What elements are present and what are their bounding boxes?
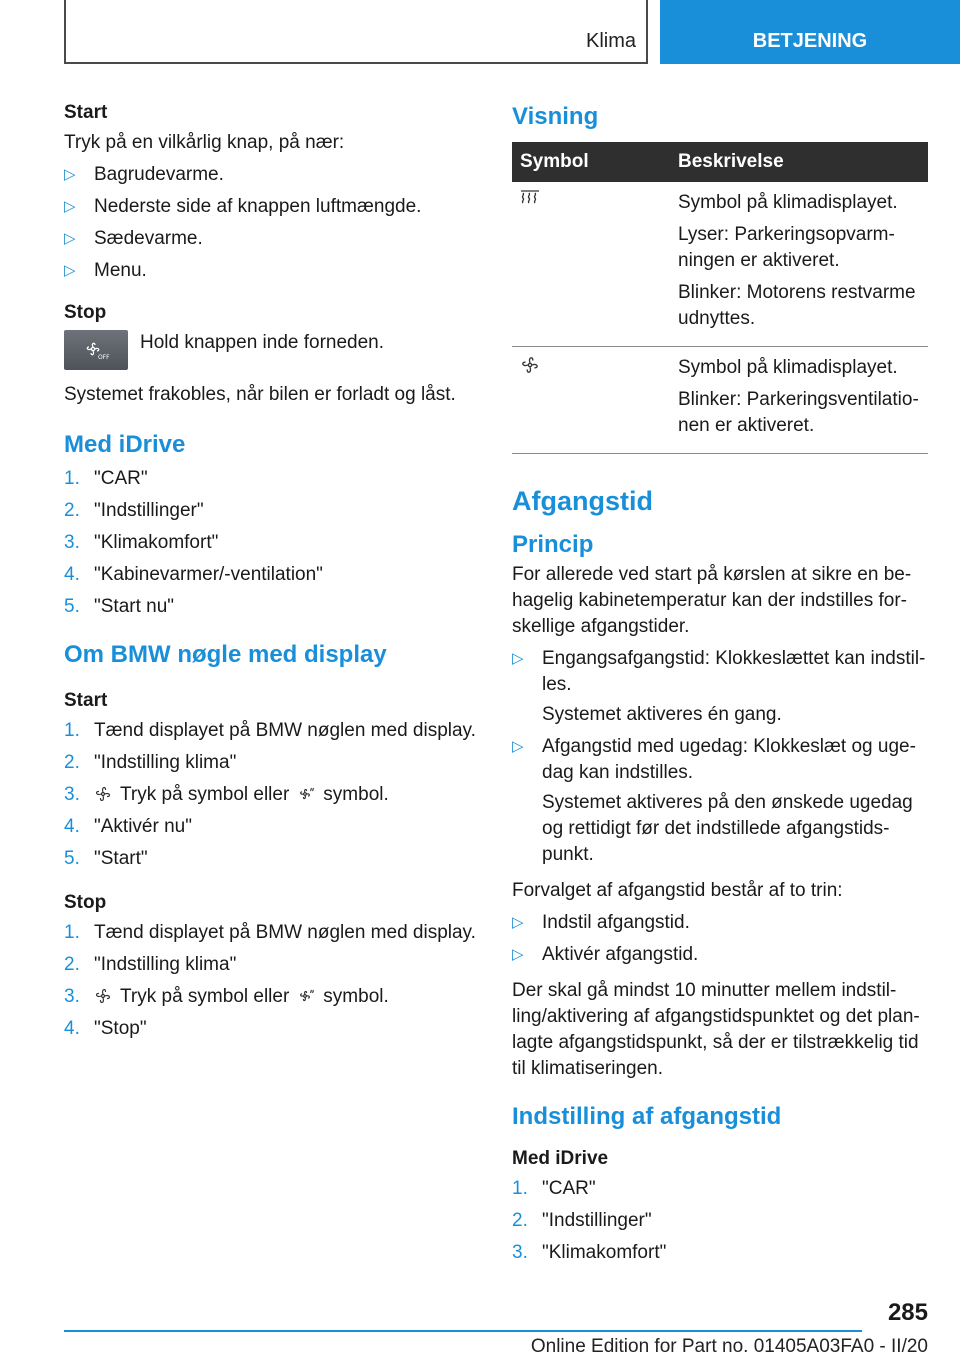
footer-edition: Online Edition for Part no. 01405A03FA0 - II/20: [530, 1336, 928, 1357]
list-item: 1. "CAR": [512, 1178, 596, 1199]
parking-heater-icon: [520, 190, 540, 208]
table-header: Symbol: [512, 142, 678, 182]
list-item: ▷ Aktivér afgangstid.: [512, 942, 928, 968]
fan-icon: [94, 785, 112, 803]
triangle-right-icon: ▷: [64, 230, 76, 247]
key-heading: Om BMW nøgle med display: [64, 641, 387, 668]
section-title: Klima: [585, 30, 636, 52]
list-item: 3. Tryk på symbol eller symbol.: [64, 784, 389, 805]
stop-note: Systemet frakobles, når bilen er forladt og låst.: [64, 384, 456, 405]
fan-off-button-icon: [64, 330, 128, 370]
start-list: [64, 162, 484, 284]
list-item: ▷ Bagrudevarme.: [64, 162, 484, 188]
chapter-tab: BETJENING: [660, 0, 960, 64]
list-item: 5. "Start": [64, 848, 148, 869]
fan-icon: [520, 355, 540, 375]
fan-icon: [94, 987, 112, 1005]
table-row: [512, 182, 928, 347]
list-item: ▷ Indstil afgangstid.: [512, 910, 928, 936]
table-cell: Symbol på klimadisplayet.: [678, 357, 898, 378]
table-cell: Blinker: Motorens restvarme udnyttes.: [678, 282, 916, 329]
right-idrive-heading: Med iDrive: [512, 1148, 609, 1169]
right-idrive-steps: [512, 1176, 928, 1266]
list-item: 4. "Kabinevarmer/-ventilation": [64, 564, 323, 585]
triangle-right-icon: ▷: [64, 262, 76, 279]
start-intro: Tryk på en vilkårlig knap, på nær:: [64, 132, 345, 153]
list-item: ▷ Afgangstid med ugedag: Klokkeslæt og uge-dag kan indstilles. Systemet aktiveres på den ønskede ugedag og rettidigt før det indstillede afgangstids-punkt.: [512, 736, 916, 865]
triangle-right-icon: ▷: [64, 166, 76, 183]
key-start-heading: Start: [64, 690, 108, 711]
parking-heater-icon: [297, 785, 315, 803]
table-header-row: [512, 142, 928, 182]
list-item: ▷ Engangsafgangstid: Klokkeslættet kan indstil-les. Systemet aktiveres én gang.: [512, 648, 926, 725]
list-item: ▷ Nederste side af knappen luftmængde.: [64, 194, 484, 220]
left-column: [64, 100, 484, 1052]
list-item: 2. "Indstilling klima": [64, 752, 237, 773]
list-item: 3. "Klimakomfort": [512, 1242, 667, 1263]
indstilling-heading: Indstilling af afgangstid: [512, 1103, 782, 1130]
princip-text: For allerede ved start på kørslen at sikre en be-hagelig kabinetemperatur kan der indstilles for-skellige afgangstider.: [512, 564, 912, 637]
stop-heading: Stop: [64, 302, 107, 323]
list-item: 1. "CAR": [64, 468, 148, 489]
start-heading: Start: [64, 102, 108, 123]
forvalg-list: [512, 910, 928, 968]
princip-heading: Princip: [512, 531, 594, 558]
forvalg-text: Forvalget af afgangstid består af to trin:: [512, 880, 843, 901]
idrive-heading: Med iDrive: [64, 431, 186, 458]
list-item: 3. Tryk på symbol eller symbol.: [64, 986, 389, 1007]
idrive-steps: [64, 466, 484, 620]
triangle-right-icon: ▷: [512, 738, 524, 755]
key-stop-heading: Stop: [64, 892, 107, 913]
list-item: 3. "Klimakomfort": [64, 532, 219, 553]
visning-heading: Visning: [512, 103, 599, 130]
svg-text:OFF: OFF: [98, 354, 110, 360]
list-item: ▷ Menu.: [64, 258, 484, 284]
stop-row: [64, 330, 484, 370]
table-cell: Symbol på klimadisplayet.: [678, 192, 898, 213]
list-item: 5. "Start nu": [64, 596, 175, 617]
key-stop-steps: [64, 920, 484, 1042]
table-cell: Blinker: Parkeringsventilatio-nen er aktiveret.: [678, 389, 919, 436]
page-number: 285: [887, 1299, 928, 1326]
right-column: [512, 100, 928, 1276]
triangle-right-icon: ▷: [512, 914, 524, 931]
triangle-right-icon: ▷: [512, 650, 524, 667]
triangle-right-icon: ▷: [64, 198, 76, 215]
list-item: 1. Tænd displayet på BMW nøglen med display.: [64, 922, 476, 943]
header-box: [64, 0, 648, 64]
table-row: [512, 347, 928, 454]
afgangstid-heading: Afgangstid: [512, 486, 653, 516]
parking-heater-icon: [297, 987, 315, 1005]
key-start-steps: [64, 718, 484, 872]
minutter-text: Der skal gå mindst 10 minutter mellem indstil-ling/aktivering af afgangstidspunktet og det plan-lagte afgangstidspunkt, så der er tilstrækkelig tid til klimatiseringen.: [512, 980, 920, 1079]
list-item: 4. "Stop": [64, 1018, 147, 1039]
triangle-right-icon: ▷: [512, 946, 524, 963]
list-item: 2. "Indstilling klima": [64, 954, 237, 975]
list-item: 2. "Indstillinger": [64, 500, 204, 521]
list-item: 2. "Indstillinger": [512, 1210, 652, 1231]
stop-text: Hold knappen inde forneden.: [140, 332, 385, 353]
symbol-table: [512, 142, 928, 454]
princip-list: [512, 646, 928, 868]
footer-divider: [64, 1330, 862, 1332]
list-item: 4. "Aktivér nu": [64, 816, 192, 837]
list-item: 1. Tænd displayet på BMW nøglen med display.: [64, 720, 476, 741]
table-cell: Lyser: Parkeringsopvarm-ningen er aktiveret.: [678, 224, 895, 271]
list-item: ▷ Sædevarme.: [64, 226, 484, 252]
table-header: Beskrivelse: [678, 142, 928, 182]
